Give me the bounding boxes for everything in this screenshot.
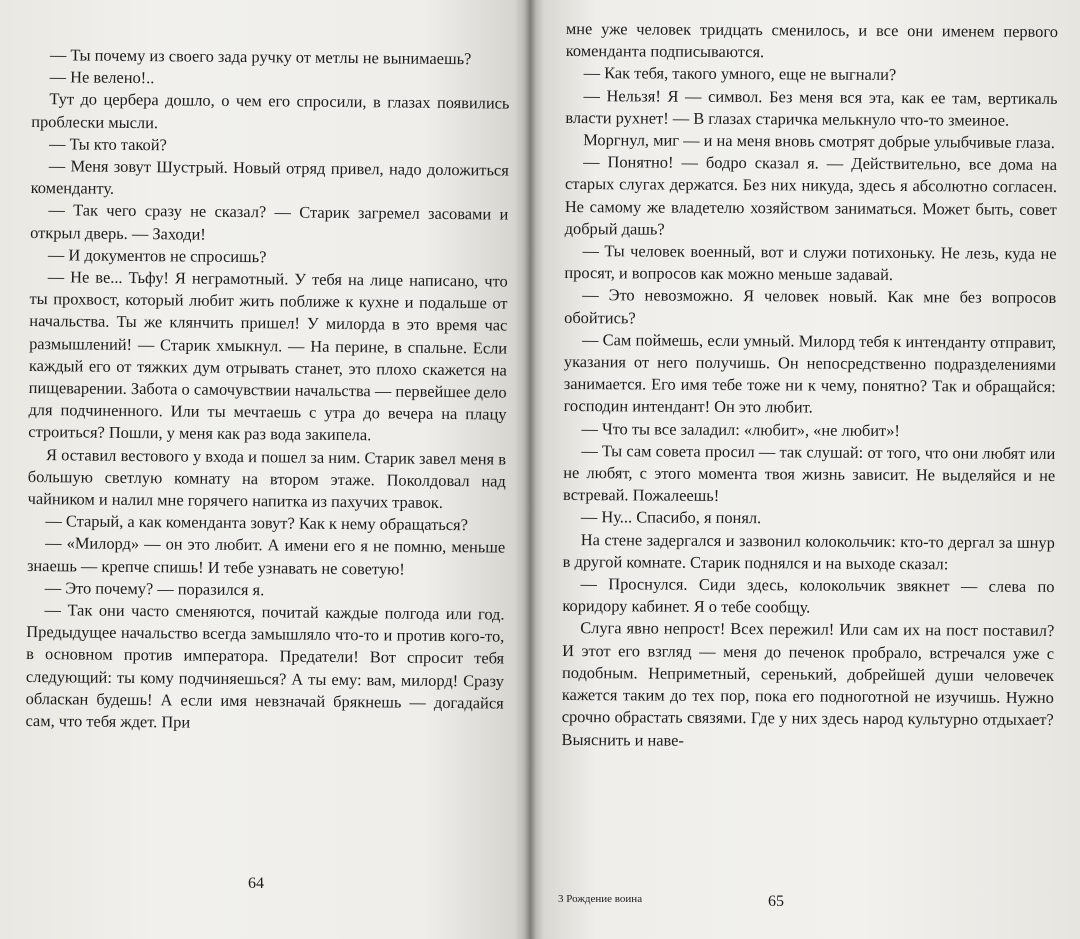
paragraph: Тут до цербера дошло, о чем его спросили, в глазах появились проблески мысли. <box>31 89 510 132</box>
paragraph: — Так они часто сменяются, почитай каждые полгода или год. Предыдущее начальство всегда замышляло что-то и против кого-то, в основном против императора. Предатели! Вот спросит тебя следующий: ты кому подчиняешься? А ты ему: вам, милорд! Сразу обласкан будешь! А если имя невзначай брякнешь — догадайся сам, что тебя ждет. При <box>25 600 505 732</box>
paragraph: — Это почему? — поразился я. <box>44 578 265 600</box>
paragraph: — Не ве... Тьфу! Я неграмотный. У тебя на лице написано, что ты прохвост, который любит жить поближе к кухне и подальше от начальства. Ты же клянчить пришел! У милорда в это время час размышлений! — Старик хмыкнул. — На перине, в спальне. Если каждый его от тяжких дум отрывать станет, это плохо скажется на пищеварении. Забота о самочувствии начальства — первейшее дело для подчиненного. Или ты мечтаешь с утра до вечера на плацу строиться? Пошли, у меня как раз вода закипела. <box>28 267 508 445</box>
paragraph: — Ну... Спасибо, я понял. <box>580 507 762 528</box>
right-page <box>530 0 1080 939</box>
paragraph: Слуга явно непрост! Всех пережил! Или сам их на пост поставил? И этот его взгляд — меня до печенок пробрало, встречался уже с подобным. Неприметный, серенький, добрейшей души человечек кажется таким до тех пор, пока его подноготной не изучишь. Нужно срочно обрастать связями. Где у них здесь народ культурно отдыхает? Выяснить и наве- <box>561 618 1055 750</box>
page-number-left: 64 <box>248 875 264 892</box>
paragraph: — Ты почему из своего зада ручку от метлы не вынимаешь? <box>49 45 472 69</box>
paragraph: — Ты кто такой? <box>48 133 167 155</box>
paragraph: — Проснулся. Сиди здесь, колокольчик звякнет — слева по коридору кабинет. Я о тебе сообщу. <box>562 574 1055 617</box>
paragraph: — Ты сам совета просил — так слушай: от того, что они любят или не любят, с этого момента твоя жизнь зависит. Не выделяйся и не встревай. Пожалеешь! <box>563 440 1056 506</box>
book-gutter <box>524 0 536 939</box>
paragraph: — Нельзя! Я — символ. Без меня вся эта, как ее там, вертикаль власти рухнет! — В глазах старичка мелькнуло что-то змеиное. <box>565 85 1058 130</box>
left-page-text <box>25 44 510 737</box>
paragraph: — Не велено!.. <box>49 67 155 88</box>
paragraph: — Это невозможно. Я человек новый. Как мне без вопросов обойтись? <box>564 285 1057 328</box>
signature-mark: 3 Рождение воина <box>558 893 643 905</box>
left-page <box>0 0 530 939</box>
paragraph: На стене задергался и зазвонил колокольчик: кто-то дергал за шнур в другой комнате. Старик поднялся и на выходе сказал: <box>562 529 1055 574</box>
paragraph: — И документов не спросишь? <box>47 244 267 267</box>
paragraph: — Как тебя, такого умного, еще не выгнали? <box>583 63 897 85</box>
paragraph: — Сам поймешь, если умный. Милорд тебя к интенданту отправит, указания от него получишь. Он непосредственно подразделениями занимается. Его имя тебе тоже ни к чему, понятно? Так и обращайся: господин интендант! Он это любит. <box>563 329 1057 417</box>
paragraph: Я оставил вестового у входа и пошел за ним. Старик завел меня в большую светлую комнату на втором этаже. Поколдовал над чайником и налил мне горячего напитка из пахучих травок. <box>27 444 507 513</box>
paragraph: Моргнул, миг — и на меня вновь смотрят добрые улыбчивые глаза. <box>583 130 1055 153</box>
paragraph: — «Милорд» — он это любит. А имени его я не помню, меньше знаешь — крепче спишь! И тебе узнавать не советую! <box>26 533 506 579</box>
paragraph: — Что ты все заладил: «любит», «не любит»! <box>581 418 900 440</box>
paragraph: — Старый, а как коменданта зовут? Как к нему обращаться? <box>45 511 469 535</box>
paragraph: — Понятно! — бодро сказал я. — Действительно, все дома на старых слугах держатся. Без них никуда, здесь я абсолютно согласен. Не самому же владетелю хозяйством заниматься. Может быть, совет добрый дашь? <box>564 152 1058 239</box>
paragraph: — Так чего сразу не сказал? — Старик загремел засовами и открыл дверь. — Заходи! <box>30 200 509 244</box>
paragraph: мне уже человек тридцать сменилось, и все они именем первого коменданта подписываются. <box>565 18 1058 62</box>
paragraph: — Ты человек военный, вот и служи потихоньку. Не лезь, куда не просят, и вопросов как можно меньше задавай. <box>564 241 1057 285</box>
paragraph: — Меня зовут Шустрый. Новый отряд привел, надо доложиться коменданту. <box>30 156 509 199</box>
right-page-text <box>562 18 1058 754</box>
page-number-right: 65 <box>768 893 784 910</box>
